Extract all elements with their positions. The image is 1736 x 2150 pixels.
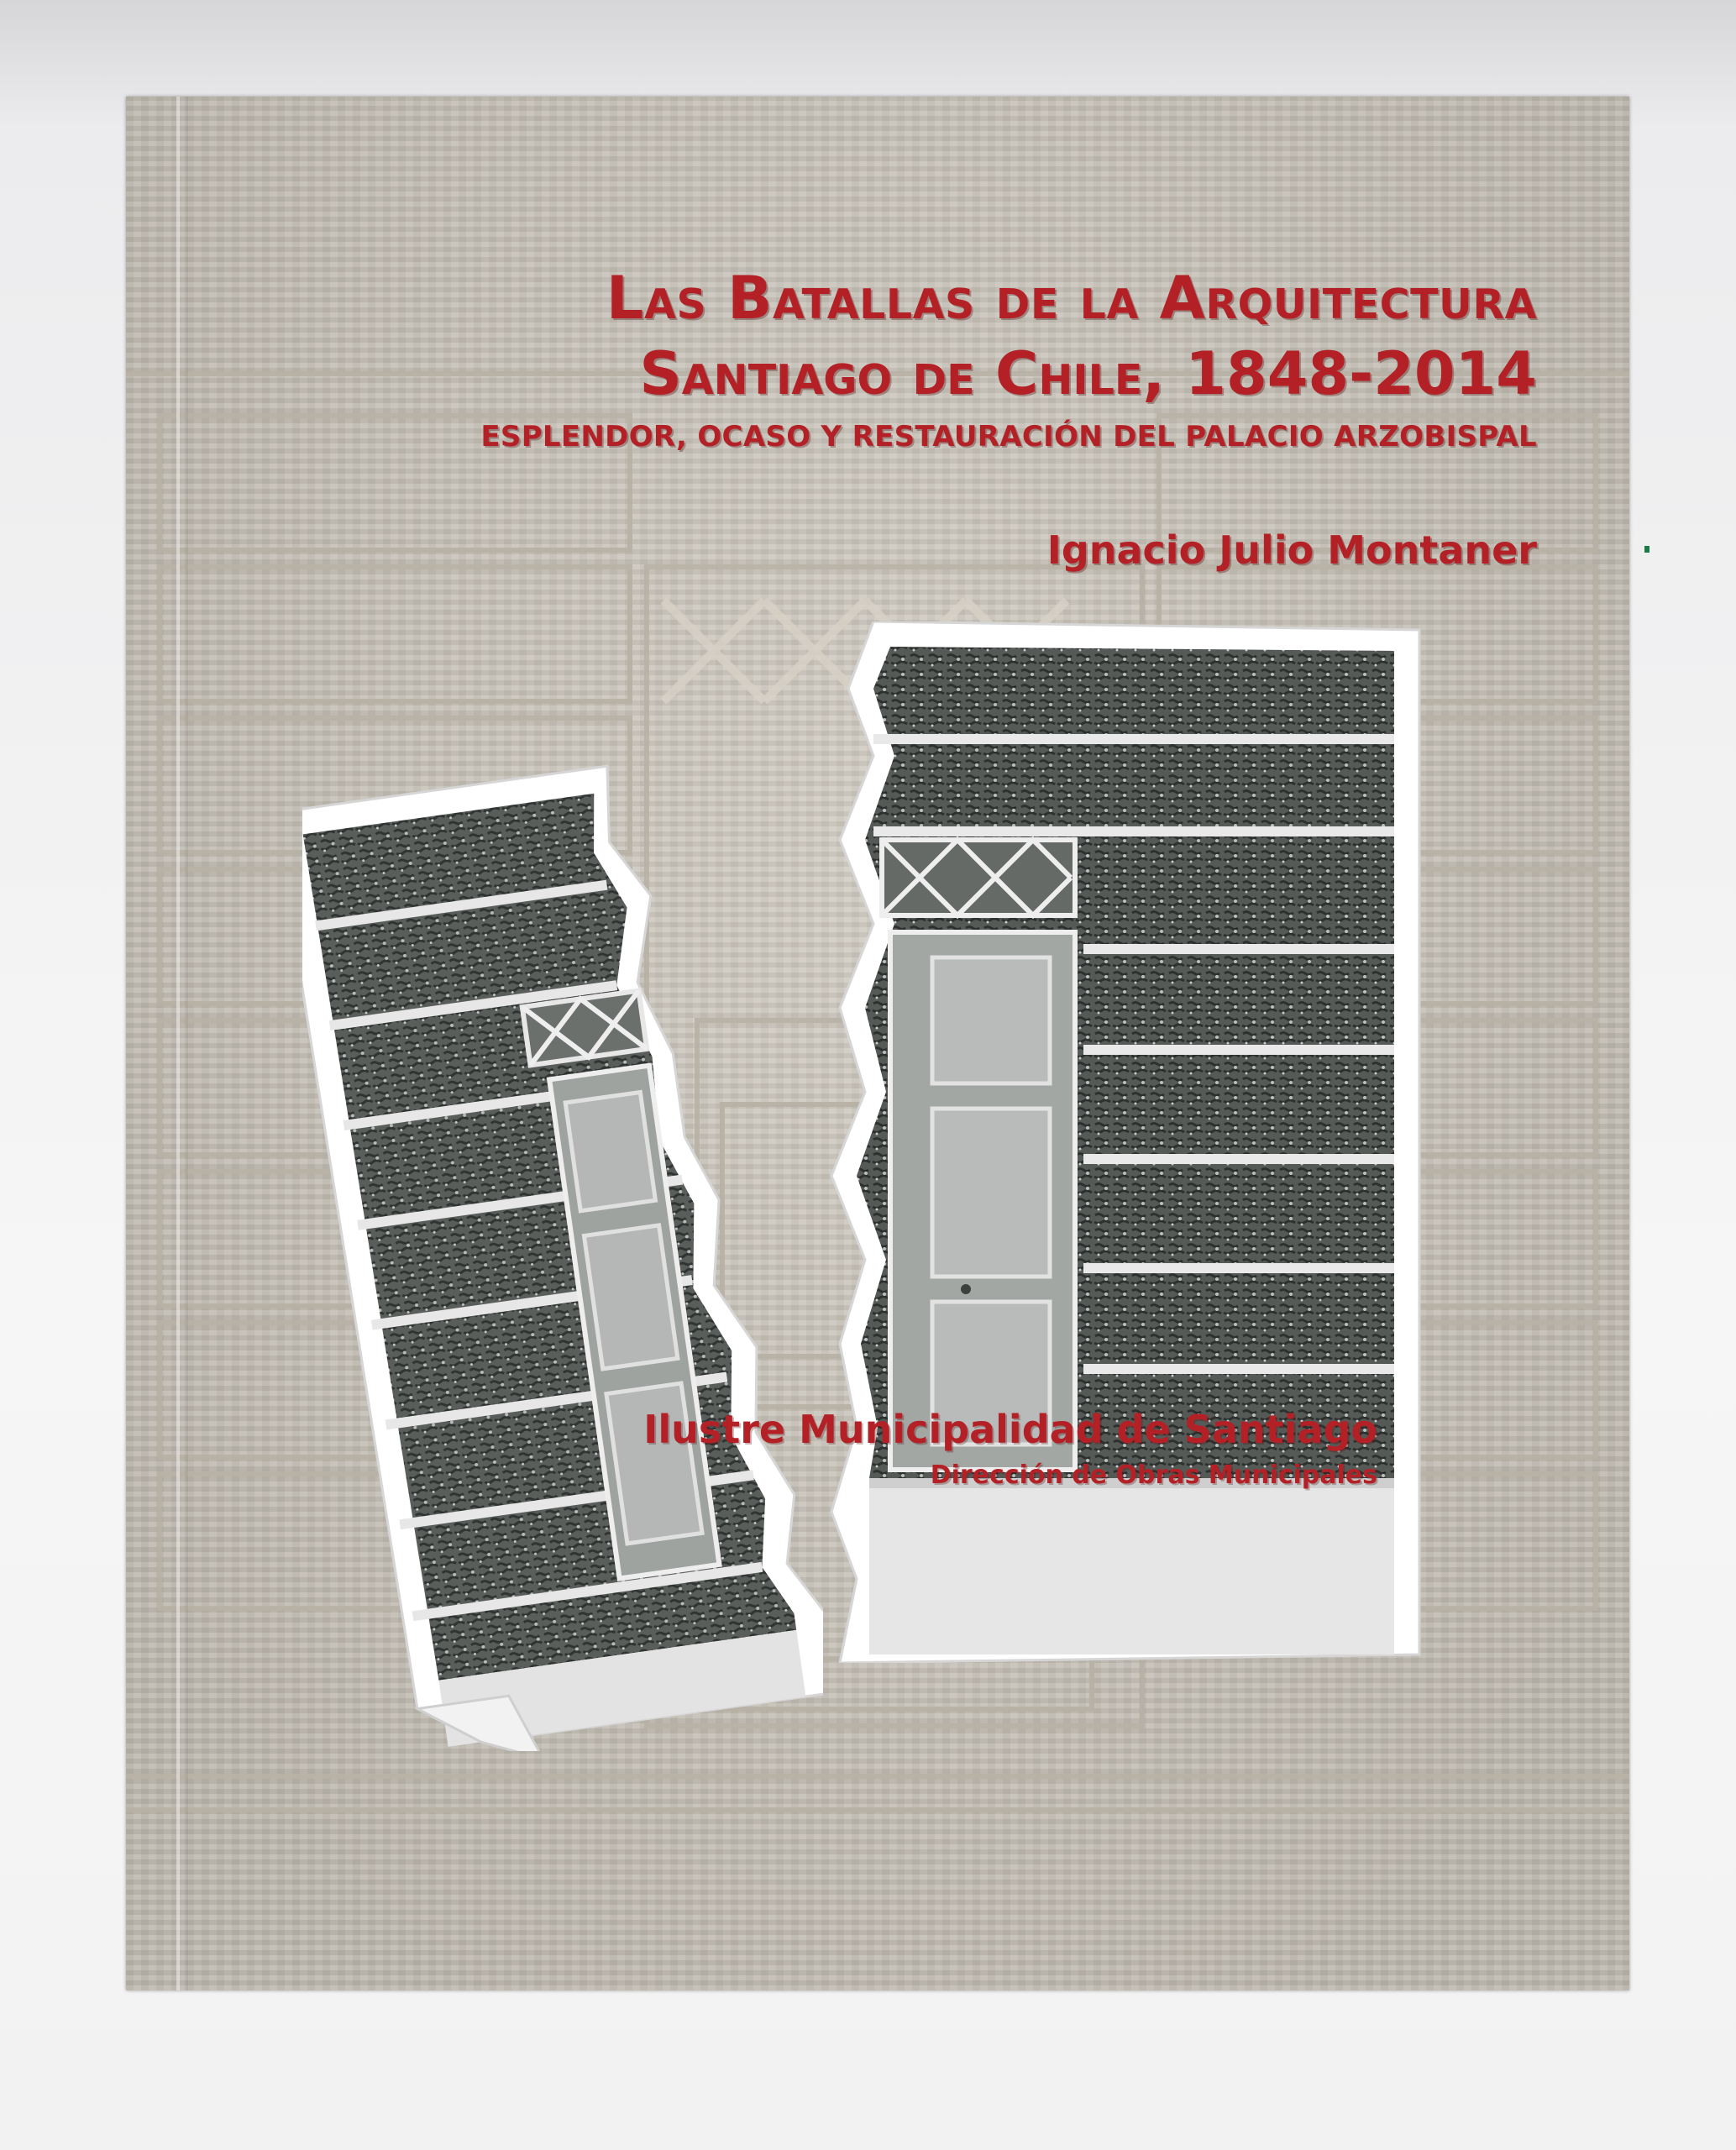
book-subtitle: ESPLENDOR, OCASO Y RESTAURACIÓN DEL PALACIO ARZOBISPAL <box>480 420 1537 454</box>
book-title-place-dates: Santiago de Chile, 1848-2014 <box>639 339 1537 408</box>
publisher-department: Dirección de Obras Municipales <box>930 1460 1377 1490</box>
book-cover <box>126 97 1629 1990</box>
edge-mark <box>1644 546 1649 553</box>
title-block <box>277 260 1537 573</box>
torn-photo-right <box>798 621 1436 1663</box>
author-name: Ignacio Julio Montaner <box>1046 527 1537 573</box>
publisher-block <box>643 1407 1377 1490</box>
torn-photo-left <box>302 718 823 1751</box>
book-title: Las Batallas de la Arquitectura <box>606 264 1537 333</box>
publisher-name: Ilustre Municipalidad de Santiago <box>643 1407 1377 1452</box>
spine-fold <box>176 97 180 1990</box>
